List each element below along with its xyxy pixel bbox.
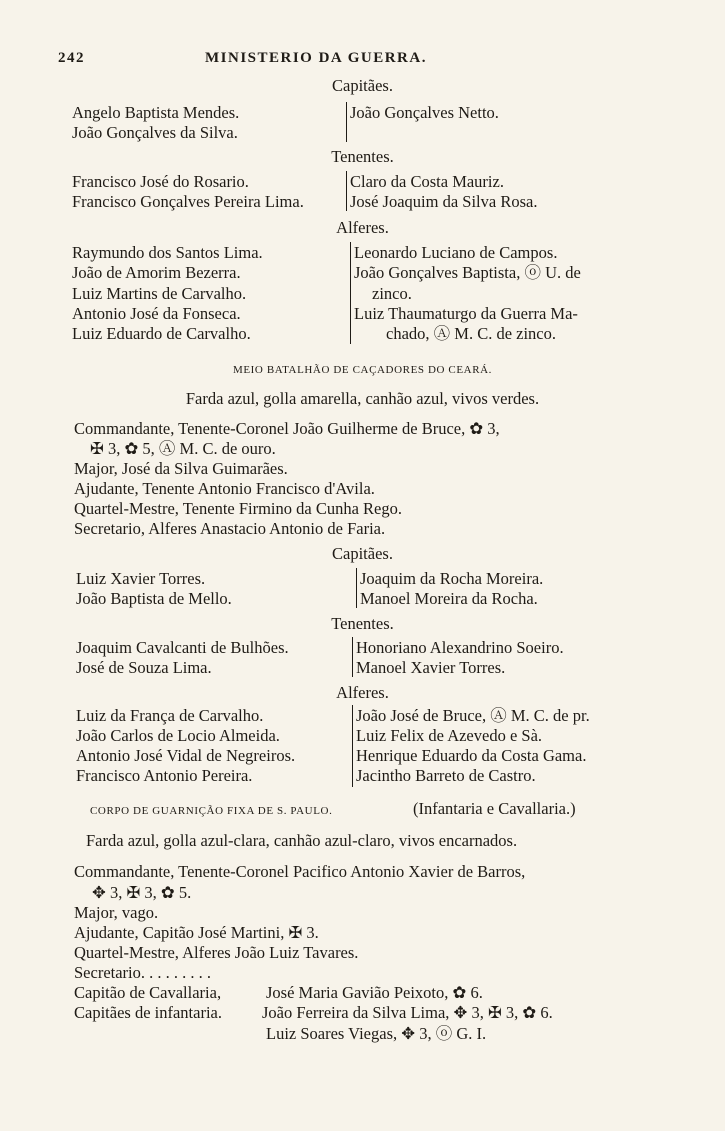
staff-line: Commandante, Tenente-Coronel João Guilherme de Bruce, ✿ 3,: [74, 419, 500, 438]
section2-uniform: Farda azul, golla amarella, canhão azul, vivos verdes.: [185, 389, 540, 408]
name-entry: Claro da Costa Mauriz.: [350, 172, 504, 191]
column-divider: [356, 568, 357, 608]
cavalry-label: Capitão de Cavallaria,: [74, 983, 222, 1002]
name-entry: Luiz da França de Carvalho.: [76, 706, 264, 725]
section2-tenentes-heading: Tenentes.: [331, 614, 394, 633]
name-entry: Honoriano Alexandrino Soeiro.: [356, 638, 564, 657]
page-title: MINISTERIO DA GUERRA.: [205, 50, 427, 66]
section1-tenentes-heading: Tenentes.: [331, 147, 394, 166]
staff-line: ✥ 3, ✠ 3, ✿ 5.: [92, 883, 192, 902]
section2-alferes-heading: Alferes.: [336, 683, 389, 702]
name-entry: chado, Ⓐ M. C. de zinco.: [386, 324, 557, 343]
staff-line: Commandante, Tenente-Coronel Pacifico Antonio Xavier de Barros,: [74, 862, 526, 881]
infantry-label: Capitães de infantaria.: [74, 1003, 222, 1022]
name-entry: Luiz Martins de Carvalho.: [72, 284, 247, 303]
name-entry: Antonio José Vidal de Negreiros.: [76, 746, 296, 765]
staff-line: Ajudante, Tenente Antonio Francisco d'Avila.: [74, 479, 375, 498]
name-entry: Manoel Xavier Torres.: [356, 658, 506, 677]
section3-title: CORPO DE GUARNIÇÃO FIXA DE S. PAULO.: [90, 805, 333, 817]
section2-title: MEIO BATALHÃO DE CAÇADORES DO CEARÁ.: [232, 364, 493, 376]
name-entry: Joaquim da Rocha Moreira.: [360, 569, 544, 588]
name-entry: Jacintho Barreto de Castro.: [356, 766, 536, 785]
name-entry: zinco.: [372, 284, 412, 303]
section3-uniform: Farda azul, golla azul-clara, canhão azul-claro, vivos encarnados.: [86, 831, 518, 850]
page-number: 242: [58, 50, 85, 66]
name-entry: Henrique Eduardo da Costa Gama.: [356, 746, 587, 765]
column-divider: [350, 242, 351, 344]
section3-subtitle: (Infantaria e Cavallaria.): [413, 799, 576, 818]
name-entry: Raymundo dos Santos Lima.: [72, 243, 263, 262]
name-entry: Manoel Moreira da Rocha.: [360, 589, 538, 608]
name-entry: José Joaquim da Silva Rosa.: [350, 192, 538, 211]
name-entry: João Baptista de Mello.: [76, 589, 232, 608]
section2-capitaes-heading: Capitães.: [332, 544, 393, 563]
name-entry: Luiz Thaumaturgo da Guerra Ma-: [354, 304, 578, 323]
name-entry: Luiz Felix de Azevedo e Sà.: [356, 726, 543, 745]
name-entry: João Gonçalves Baptista, ⓞ U. de: [354, 263, 581, 282]
infantry-value: João Ferreira da Silva Lima, ✥ 3, ✠ 3, ✿ 6.: [262, 1003, 553, 1022]
staff-line: Major, José da Silva Guimarães.: [74, 459, 288, 478]
infantry-value: Luiz Soares Viegas, ✥ 3, ⓞ G. I.: [266, 1024, 487, 1043]
name-entry: Francisco Gonçalves Pereira Lima.: [72, 192, 304, 211]
section1-capitaes-heading: Capitães.: [332, 76, 393, 95]
name-entry: João Gonçalves da Silva.: [72, 123, 238, 142]
staff-line: Quartel-Mestre, Alferes João Luiz Tavares.: [74, 943, 359, 962]
name-entry: Francisco Antonio Pereira.: [76, 766, 253, 785]
name-entry: Joaquim Cavalcanti de Bulhões.: [76, 638, 289, 657]
column-divider: [346, 171, 347, 211]
cavalry-value: José Maria Gavião Peixoto, ✿ 6.: [266, 983, 483, 1002]
name-entry: Angelo Baptista Mendes.: [72, 103, 240, 122]
column-divider: [346, 102, 347, 142]
staff-line: Major, vago.: [74, 903, 159, 922]
name-entry: Leonardo Luciano de Campos.: [354, 243, 558, 262]
name-entry: Francisco José do Rosario.: [72, 172, 249, 191]
name-entry: José de Souza Lima.: [76, 658, 212, 677]
name-entry: João Gonçalves Netto.: [350, 103, 499, 122]
column-divider: [352, 705, 353, 787]
name-entry: João de Amorim Bezerra.: [72, 263, 241, 282]
name-entry: João Carlos de Locio Almeida.: [76, 726, 280, 745]
section1-alferes-heading: Alferes.: [336, 218, 389, 237]
name-entry: Antonio José da Fonseca.: [72, 304, 241, 323]
name-entry: Luiz Eduardo de Carvalho.: [72, 324, 251, 343]
staff-line: Quartel-Mestre, Tenente Firmino da Cunha Rego.: [74, 499, 403, 518]
name-entry: João José de Bruce, Ⓐ M. C. de pr.: [356, 706, 590, 725]
staff-line: Secretario, Alferes Anastacio Antonio de Faria.: [74, 519, 386, 538]
staff-line: Ajudante, Capitão José Martini, ✠ 3.: [74, 923, 319, 942]
staff-line: ✠ 3, ✿ 5, Ⓐ M. C. de ouro.: [90, 439, 276, 458]
column-divider: [352, 637, 353, 677]
staff-line: Secretario. . . . . . . . .: [74, 963, 212, 982]
name-entry: Luiz Xavier Torres.: [76, 569, 206, 588]
